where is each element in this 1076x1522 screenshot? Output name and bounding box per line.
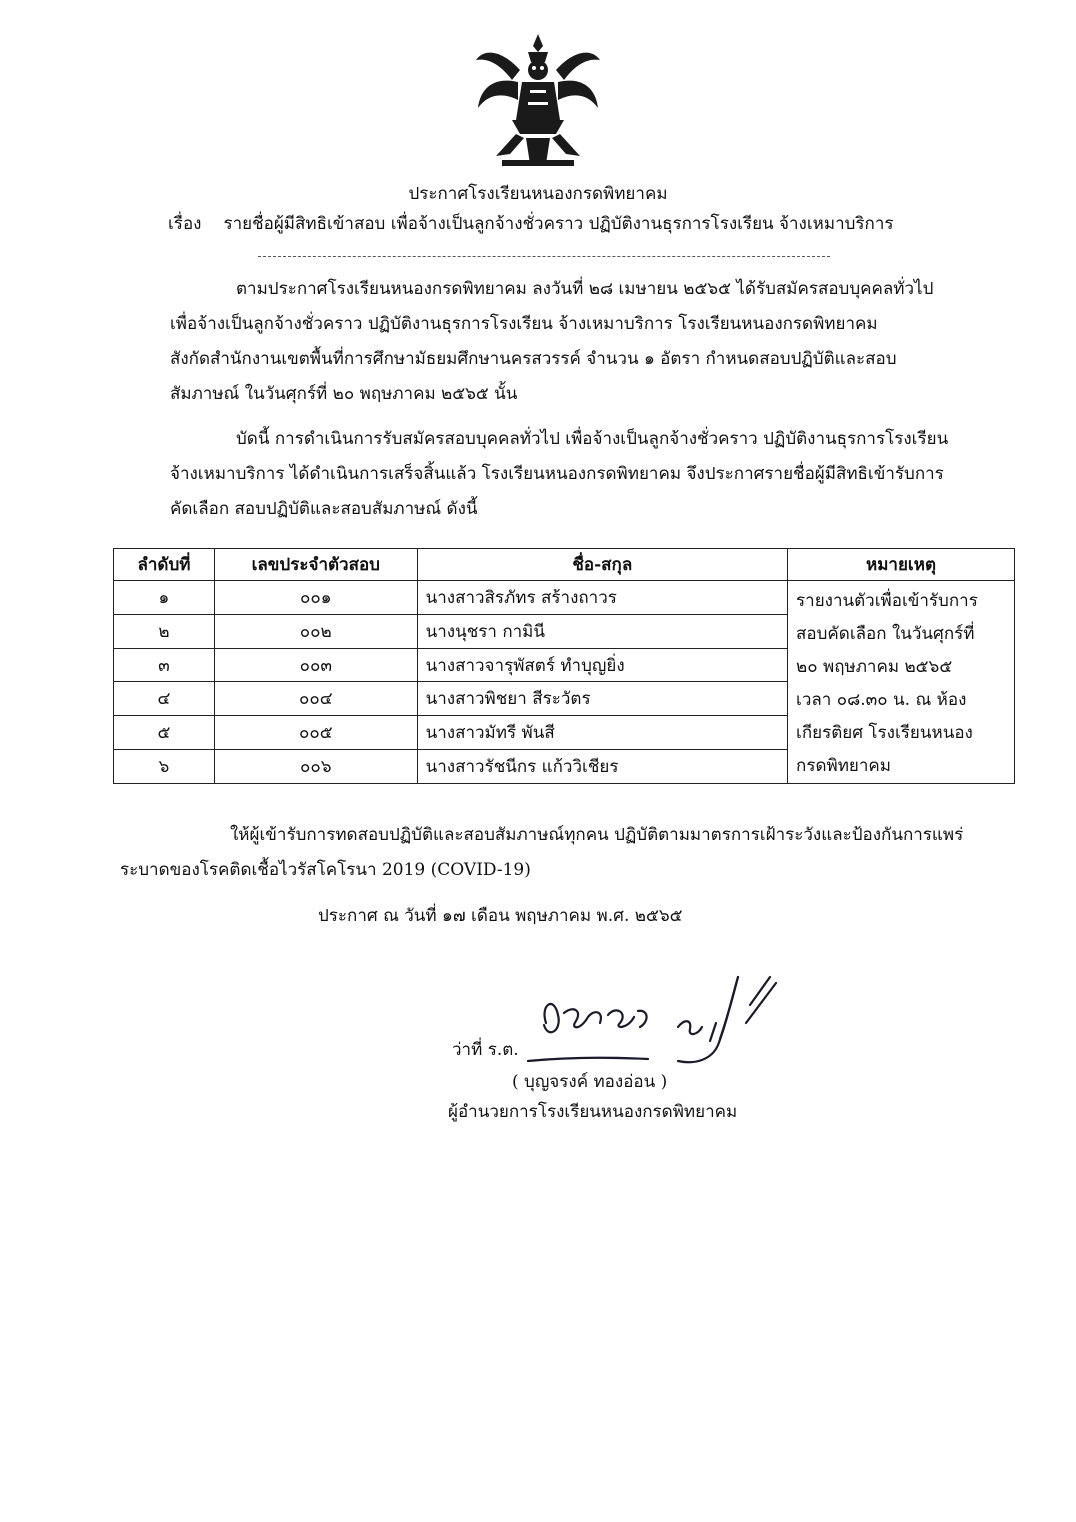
paragraph-line: ให้ผู้เข้ารับการทดสอบปฏิบัติและสอบสัมภาษณ์ทุกคน ปฏิบัติตามมาตรการเฝ้าระวังและป้องกันการแพร่: [230, 825, 964, 845]
cell-order: ๑: [114, 581, 215, 615]
cell-order: ๔: [114, 682, 215, 716]
subject-text: รายชื่อผู้มีสิทธิเข้าสอบ เพื่อจ้างเป็นลูกจ้างชั่วคราว ปฏิบัติงานธุรการโรงเรียน จ้างเหมาบริการ: [223, 214, 894, 234]
table-header-row: [114, 549, 1015, 581]
cell-exam-id: ๐๐๒: [214, 614, 417, 648]
col-header-name: ชื่อ-สกุล: [417, 549, 787, 581]
paragraph-line: จ้างเหมาบริการ ได้ดำเนินการเสร็จสิ้นแล้ว โรงเรียนหนองกรดพิทยาคม จึงประกาศรายชื่อผู้มีสิทธิเข้ารับการ: [170, 464, 944, 484]
remark-line: เวลา ๐๘.๓๐ น. ณ ห้อง: [796, 690, 967, 710]
table-row: [114, 581, 1015, 615]
col-header-remark: หมายเหตุ: [788, 549, 1015, 581]
cell-remark: [788, 581, 1015, 784]
remark-line: รายงานตัวเพื่อเข้ารับการ: [796, 591, 978, 611]
paragraph-line: เพื่อจ้างเป็นลูกจ้างชั่วคราว ปฏิบัติงานธุรการโรงเรียน จ้างเหมาบริการ โรงเรียนหนองกรดพิทยาคม: [170, 314, 878, 334]
candidate-table: [113, 548, 1015, 784]
cell-exam-id: ๐๐๔: [214, 682, 417, 716]
cell-exam-id: ๐๐๓: [214, 648, 417, 682]
announce-date: ประกาศ ณ วันที่ ๑๗ เดือน พฤษภาคม พ.ศ. ๒๕๖๕: [318, 906, 683, 926]
col-header-exam-id: เลขประจำตัวสอบ: [214, 549, 417, 581]
paragraph-line: คัดเลือก สอบปฏิบัติและสอบสัมภาษณ์ ดังนี้: [170, 499, 478, 519]
garuda-emblem: [472, 30, 604, 172]
announcement-title: ประกาศโรงเรียนหนองกรดพิทยาคม: [408, 184, 668, 204]
remark-line: กรดพิทยาคม: [796, 756, 891, 776]
signer-prefix: ว่าที่ ร.ต.: [452, 1040, 519, 1060]
dashed-divider: [258, 256, 830, 257]
cell-name: นางสาวสิรภัทร สร้างถาวร: [417, 581, 787, 615]
subject-line: [168, 210, 894, 237]
remark-line: เกียรติยศ โรงเรียนหนอง: [796, 723, 973, 743]
cell-exam-id: ๐๐๖: [214, 750, 417, 784]
col-header-order: ลำดับที่: [114, 549, 215, 581]
cell-exam-id: ๐๐๕: [214, 716, 417, 750]
remark-line: สอบคัดเลือก ในวันศุกร์ที่: [796, 624, 975, 644]
paragraph-1: [170, 272, 976, 412]
cell-order: ๕: [114, 716, 215, 750]
cell-name: นางสาวมัทรี พันสี: [417, 716, 787, 750]
cell-name: นางนุชรา กามินี: [417, 614, 787, 648]
paragraph-line: ระบาดของโรคติดเชื้อไวรัสโคโรนา 2019 (COVID-19): [120, 860, 531, 880]
cell-order: ๖: [114, 750, 215, 784]
paragraph-line: สังกัดสำนักงานเขตพื้นที่การศึกษามัธยมศึกษานครสวรรค์ จำนวน ๑ อัตรา กำหนดสอบปฏิบัติและสอบ: [170, 349, 897, 369]
cell-name: นางสาวจารุพัสตร์ ทำบุญยิ่ง: [417, 648, 787, 682]
signer-name: ( บุญจรงค์ ทองอ่อน ): [512, 1072, 668, 1092]
cell-name: นางสาวรัชนีกร แก้ววิเชียร: [417, 750, 787, 784]
remark-line: ๒๐ พฤษภาคม ๒๕๖๕: [796, 657, 953, 677]
paragraph-line: ตามประกาศโรงเรียนหนองกรดพิทยาคม ลงวันที่ ๒๘ เมษายน ๒๕๖๕ ได้รับสมัครสอบบุคคลทั่วไป: [236, 279, 934, 299]
paragraph-line: บัดนี้ การดำเนินการรับสมัครสอบบุคคลทั่วไป เพื่อจ้างเป็นลูกจ้างชั่วคราว ปฏิบัติงานธุรการโรงเรียน: [236, 429, 949, 449]
cell-exam-id: ๐๐๑: [214, 581, 417, 615]
paragraph-3: [120, 818, 1020, 888]
signature: [378, 965, 798, 1083]
cell-order: ๓: [114, 648, 215, 682]
signer-position: ผู้อำนวยการโรงเรียนหนองกรดพิทยาคม: [448, 1102, 738, 1122]
paragraph-line: สัมภาษณ์ ในวันศุกร์ที่ ๒๐ พฤษภาคม ๒๕๖๕ นั้น: [170, 384, 518, 404]
subject-label: เรื่อง: [168, 214, 202, 234]
cell-name: นางสาวพิชยา สีระวัตร: [417, 682, 787, 716]
paragraph-2: [170, 422, 976, 527]
cell-order: ๒: [114, 614, 215, 648]
